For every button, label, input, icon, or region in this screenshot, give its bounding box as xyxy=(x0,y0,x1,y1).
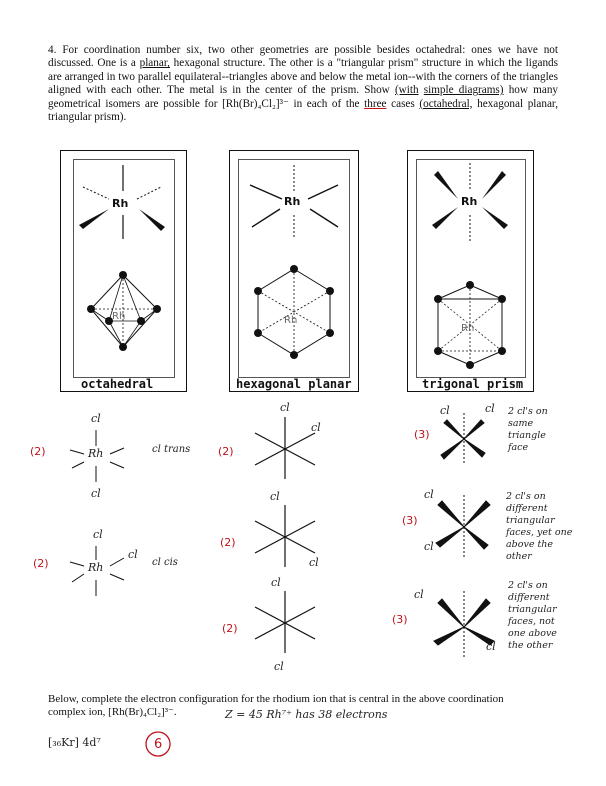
prism-panel xyxy=(407,150,534,392)
config-question-line1: Below, complete the electron configuration for the rhodium ion that is central in the above coordination xyxy=(48,693,504,705)
prism3-top-ligand: cl xyxy=(414,588,424,601)
octahedral-metal-label: Rh xyxy=(112,197,129,210)
prism-diagram xyxy=(408,151,533,381)
hex-count-1: (2) xyxy=(218,445,234,458)
question-part3: how many geometrical isomers are possible for [Rh(Br)₄Cl₂]³⁻ in each of the xyxy=(48,84,559,110)
octa-cis-top-ligand: cl xyxy=(93,528,103,541)
hex3-top-ligand: cl xyxy=(271,576,281,589)
with-word: (with xyxy=(394,84,419,97)
prism2-bottom-ligand: cl xyxy=(424,540,434,553)
question-text xyxy=(48,44,558,124)
three-word: three xyxy=(364,97,387,110)
hexagonal-label: hexagonal planar xyxy=(236,377,352,391)
octa-cis-count: (2) xyxy=(33,557,49,570)
hex1-top-ligand: cl xyxy=(280,401,290,414)
hex2-top-ligand: cl xyxy=(270,490,280,503)
prism3-bottom-ligand: cl xyxy=(486,640,496,653)
prism-metal-label-lower: Rh xyxy=(461,323,475,334)
question-part5: hexagonal planar, triangular prism). xyxy=(48,97,559,124)
question-part1: For coordination number six, two other geometries are possible besides octahedral: ones we have not discussed. One is a xyxy=(48,44,558,70)
hex2-bottom-ligand: cl xyxy=(309,556,319,569)
prism-metal-label: Rh xyxy=(461,195,478,208)
octa-trans-bottom-ligand: cl xyxy=(91,487,101,500)
octa-cis-note: cl cis xyxy=(152,557,178,568)
hexagonal-metal-label: Rh xyxy=(284,195,301,208)
octahedral-metal-label-lower: Rh xyxy=(112,311,126,322)
simple-diagrams: simple diagrams) xyxy=(423,84,504,97)
octa-trans-note: cl trans xyxy=(152,444,191,455)
planar-word: planar, xyxy=(139,57,170,70)
octa-cis-side-ligand: cl xyxy=(128,548,138,561)
prism-count-3: (3) xyxy=(392,613,408,626)
octa-trans-metal: Rh xyxy=(88,447,104,460)
octahedral-word: (octahedral, xyxy=(419,97,473,110)
hexagonal-metal-label-lower: Rh xyxy=(284,315,298,326)
octahedral-label: octahedral xyxy=(81,377,154,391)
hex1-side-ligand: cl xyxy=(311,421,321,434)
hexagonal-diagram xyxy=(230,151,358,381)
question-part2: hexagonal structure. The other is a "triangular prism" structure in which the ligands are arranged in two parallel equilateral--triangles above and below the metal ion--with the corners of the triangles aligned with each other. The metal is in the center of the prism. Show xyxy=(48,57,558,97)
hex-count-2: (2) xyxy=(220,536,236,549)
prism-count-2: (3) xyxy=(402,514,418,527)
prism-isomer-sketches xyxy=(424,405,504,665)
octahedral-panel xyxy=(60,150,187,392)
octa-trans-top-ligand: cl xyxy=(91,412,101,425)
hex-isomer-sketches xyxy=(245,415,325,675)
hex-count-3: (2) xyxy=(222,622,238,635)
prism-note-2: 2 cl's on different triangular faces, yet one above the other xyxy=(506,491,573,562)
electron-count-note: Z = 45 Rh⁷⁺ has 38 electrons xyxy=(225,708,388,721)
prism1-right-ligand: cl xyxy=(485,402,495,415)
question-number: 4. xyxy=(48,44,57,56)
prism1-left-ligand: cl xyxy=(440,404,450,417)
hex3-bottom-ligand: cl xyxy=(274,660,284,673)
octahedral-diagram xyxy=(61,151,186,381)
electron-config-answer: [₃₆Kr] 4d⁷ xyxy=(48,736,101,749)
question-part4: cases xyxy=(391,97,415,110)
prism-count-1: (3) xyxy=(414,428,430,441)
octa-cis-metal: Rh xyxy=(88,561,104,574)
prism-note-1: 2 cl's on same triangle face xyxy=(508,406,548,453)
prism-label: trigonal prism xyxy=(422,377,524,391)
hexagonal-panel xyxy=(229,150,359,392)
answer-value: 6 xyxy=(154,737,163,752)
octa-trans-count: (2) xyxy=(30,445,46,458)
prism2-top-ligand: cl xyxy=(424,488,434,501)
prism-note-3: 2 cl's on different triangular faces, not one above the other xyxy=(508,580,557,651)
config-question-line2: complex ion, [Rh(Br)₄Cl₂]³⁻. xyxy=(48,706,177,718)
